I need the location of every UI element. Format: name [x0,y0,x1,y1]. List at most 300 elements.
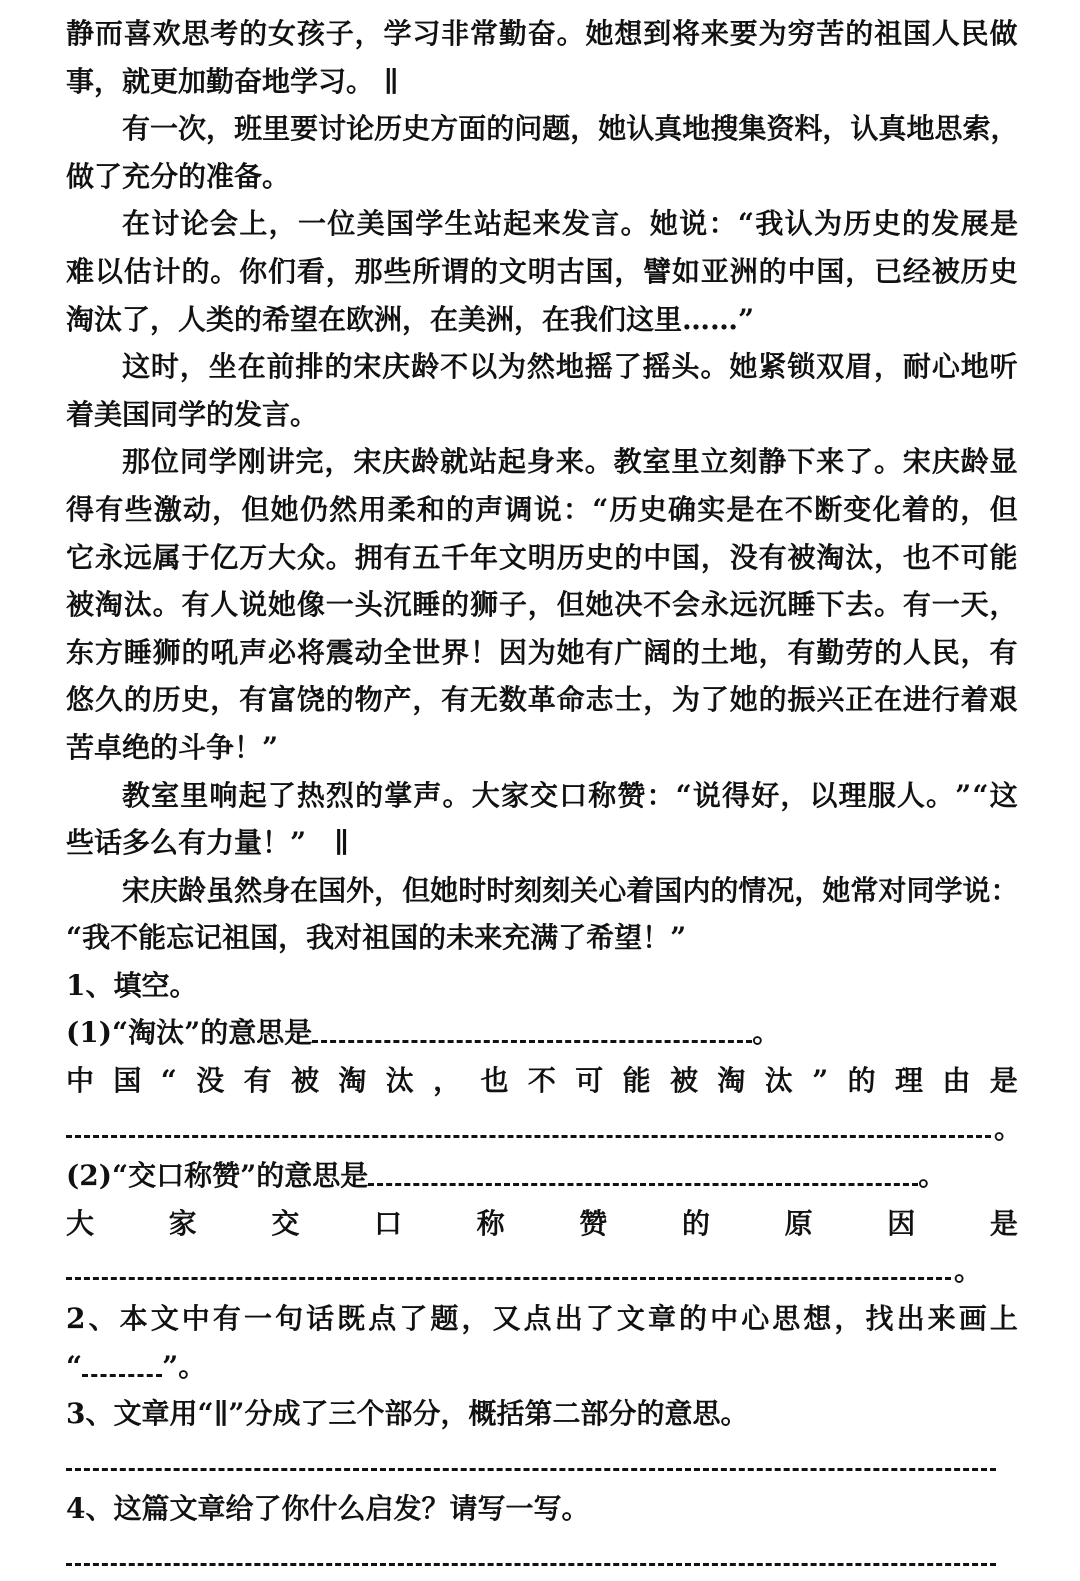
glyph: 被 [669,1064,698,1098]
glyph: 地 [555,350,584,384]
glyph: 她 [598,112,627,146]
glyph: 响 [209,778,238,812]
underline-sample [82,1360,162,1377]
glyph: ！ [470,635,499,669]
glyph: 汰 [764,1064,793,1098]
worksheet [66,10,1023,1581]
glyph: 一 [297,207,326,241]
glyph: 。 [325,540,354,574]
glyph: 史 [638,492,667,526]
glyph: ， [873,350,902,384]
glyph: 被 [290,1064,319,1098]
glyph: 要 [729,17,758,50]
glyph: 称 [588,778,617,812]
glyph: 的 [239,17,268,50]
glyph: 赞 [579,1206,608,1240]
glyph: 史 [989,254,1018,288]
glyph: 有 [383,540,412,574]
glyph: 时 [458,873,487,907]
question-2-cont [66,1343,1018,1391]
glyph: 断 [814,492,843,526]
glyph: 然 [234,873,263,907]
glyph: 也 [480,1064,509,1098]
glyph: 命 [556,683,585,717]
glyph: 了 [613,350,642,384]
glyph: 天 [960,588,989,622]
glyph: 的 [901,207,930,241]
glyph: 看 [296,254,325,288]
passage-line [66,248,1018,296]
glyph: 她 [729,350,758,384]
question-3: 3、文章用“∥”分成了三个部分，概括第二部分的意思。 [66,1397,749,1431]
glyph: ， [210,683,239,717]
glyph: 虽 [206,873,235,907]
glyph: 心 [741,1302,770,1336]
glyph: 来 [816,445,845,479]
glyph: 志 [585,683,614,717]
glyph: 了 [700,683,729,717]
answer-line-end: 。 [994,1111,1023,1145]
glyph: 起 [238,778,267,812]
glyph: 因 [887,1206,916,1240]
glyph: 她 [430,873,459,907]
glyph: 人 [210,588,239,622]
glyph: 不 [527,1064,556,1098]
glyph: 句 [275,1302,304,1336]
glyph: 我 [755,207,784,241]
glyph: 们 [268,254,297,288]
answer-line [66,1247,1018,1295]
glyph: 了 [845,445,874,479]
passage-line [66,534,1018,582]
glyph: 理 [894,1064,923,1098]
glyph: 然 [526,350,555,384]
glyph: 想 [803,1302,832,1336]
glyph: 有 [441,683,470,717]
glyph: 大 [268,540,297,574]
glyph: 万 [239,540,268,574]
answer-blank-1-1[interactable] [312,1026,752,1043]
glyph: 眉 [845,350,874,384]
glyph: 。 [442,778,471,812]
glyph: 它 [66,540,95,574]
glyph: 拥 [354,540,383,574]
glyph: 远 [729,588,758,622]
glyph: 好 [751,778,780,812]
glyph: 勤 [498,17,527,50]
glyph: 完 [295,445,324,479]
question-1-1-end: 。 [752,1016,781,1050]
glyph: 兴 [816,683,845,717]
glyph: ， [433,1064,462,1098]
glyph: ， [527,588,556,622]
glyph: 有 [181,588,210,622]
glyph: 睡 [787,588,816,622]
glyph: 世 [412,635,441,669]
glyph: 国 [318,873,347,907]
glyph: 沉 [383,588,412,622]
glyph: 室 [642,445,671,479]
glyph: 到 [643,17,672,50]
glyph: 永 [94,540,123,574]
glyph: 她 [649,207,678,241]
glyph: 士 [614,683,643,717]
glyph: 思 [934,112,963,146]
glyph: 讨 [151,207,180,241]
glyph: 常 [850,873,879,907]
answer-blank-4[interactable] [66,1563,996,1566]
glyph: 热 [296,778,325,812]
question-1-2-prompt: (2)“交口称赞”的意思是 [66,1159,369,1193]
glyph: 站 [473,207,502,241]
glyph: 计 [152,254,181,288]
glyph: 有 [239,683,268,717]
glyph: 着 [626,873,655,907]
glyph: 由 [942,1064,971,1098]
glyph: 的 [874,635,903,669]
glyph: 吼 [210,635,239,669]
glyph: 立 [700,445,729,479]
glyph: 中 [710,1302,739,1336]
glyph: 头 [671,350,700,384]
glyph: 学 [208,445,237,479]
glyph: 。 [152,588,181,622]
glyph: 中 [66,1064,95,1098]
glyph: 大 [471,778,500,812]
glyph: 的 [325,683,354,717]
glyph: 庆 [382,445,411,479]
glyph: 在 [755,492,784,526]
glyph: 交 [529,778,558,812]
glyph: 的 [845,17,874,50]
glyph: 龄 [960,445,989,479]
glyph: 汰 [385,1064,414,1098]
passage-line: 做了充分的准备。 [66,159,291,193]
glyph: 这 [122,350,151,384]
glyph: 情 [738,873,767,907]
glyph: ， [354,17,383,50]
glyph: 索 [962,112,991,146]
glyph: 认 [784,207,813,241]
glyph: 以 [809,778,838,812]
glyph: 的 [441,588,470,622]
glyph: 下 [787,445,816,479]
glyph: 展 [960,207,989,241]
glyph: 已 [874,254,903,288]
glyph: 习 [412,17,441,50]
glyph: 谓 [441,254,470,288]
glyph: 有 [585,635,614,669]
glyph: ， [570,112,599,146]
glyph: 2 [66,1302,86,1336]
glyph: 方 [94,635,123,669]
glyph: 室 [151,778,180,812]
glyph: 找 [865,1302,894,1336]
glyph: 刻 [514,873,543,907]
glyph: 用 [358,492,387,526]
glyph: 得 [722,778,751,812]
glyph: 美 [356,207,385,241]
glyph: 去 [845,588,874,622]
glyph: 富 [268,683,297,717]
answer-blank-3[interactable] [66,1468,996,1471]
glyph: 思 [181,17,210,50]
glyph: 时 [486,873,515,907]
glyph: 的 [355,778,384,812]
glyph: 来 [927,1302,956,1336]
glyph: 搜 [710,112,739,146]
glyph: 年 [470,540,499,574]
glyph: 劳 [845,635,874,669]
glyph: 的 [931,492,960,526]
question-1-1 [66,1009,1018,1057]
glyph: 题 [542,112,571,146]
passage-line: 着美国同学的发言。 [66,397,319,431]
glyph: 出 [896,1302,925,1336]
glyph: 历 [960,254,989,288]
question-2-close-quote: ”。 [162,1349,207,1383]
passage-line: “我不能忘记祖国，我对祖国的未来充满了希望！” [66,921,687,955]
glyph: 地 [682,112,711,146]
glyph: 沉 [758,588,787,622]
glyph: 震 [325,635,354,669]
glyph: ， [874,540,903,574]
glyph: 理 [838,778,867,812]
glyph: 龄 [411,350,440,384]
glyph: 她 [585,17,614,50]
glyph: 古 [556,254,585,288]
glyph: 里 [262,112,291,146]
glyph: 言 [591,207,620,241]
glyph: 艰 [989,683,1018,717]
glyph: 属 [152,540,181,574]
glyph: 国 [113,1064,142,1098]
passage-line [66,581,1018,629]
glyph: 方 [430,112,459,146]
glyph: 如 [672,254,701,288]
glyph: 不 [784,492,813,526]
glyph: 无 [470,683,499,717]
glyph: 不 [440,350,469,384]
glyph: 的 [758,254,787,288]
glyph: 淘 [94,588,123,622]
glyph: 为 [672,683,701,717]
glyph: 教 [613,445,642,479]
glyph: ， [990,112,1019,146]
glyph: 了 [585,1302,614,1336]
glyph: 的 [181,254,210,288]
glyph: 摇 [642,350,671,384]
glyph: 喜 [123,17,152,50]
glyph: ， [845,254,874,288]
glyph: 论 [346,112,375,146]
glyph: 也 [902,540,931,574]
glyph: 亿 [210,540,239,574]
glyph: 国 [654,873,683,907]
passage-line [66,105,1018,153]
glyph: ： [708,207,737,241]
passage-line: 苦卓绝的斗争！” [66,730,279,764]
glyph: 认 [850,112,879,146]
glyph: 的 [181,635,210,669]
glyph: 没 [729,540,758,574]
glyph: 宋 [353,445,382,479]
glyph: 的 [758,683,787,717]
glyph: ， [758,635,787,669]
glyph: ： [646,778,675,812]
glyph: 有 [989,635,1018,669]
glyph: 身 [526,445,555,479]
glyph: 被 [931,254,960,288]
glyph: 面 [458,112,487,146]
glyph: 你 [239,254,268,288]
answer-blank-1-2-reason[interactable] [66,1277,951,1280]
glyph: ， [960,635,989,669]
glyph: 明 [527,254,556,288]
glyph: 。 [874,588,903,622]
glyph: 显 [989,445,1018,479]
glyph: 难 [66,254,95,288]
glyph: 宋 [353,350,382,384]
passage-line: 淘汰了，人类的希望在欧洲，在美洲，在我们这里……” [66,302,755,336]
glyph: 原 [784,1206,813,1240]
glyph: 在 [237,350,266,384]
glyph: 被 [66,588,95,622]
glyph: 和 [416,492,445,526]
glyph: 考 [210,17,239,50]
glyph: 她 [268,588,297,622]
glyph: 做 [989,17,1018,50]
glyph: 的 [614,540,643,574]
glyph: ， [989,588,1018,622]
glyph: 界 [441,635,470,669]
glyph: ， [325,254,354,288]
glyph: 但 [989,492,1018,526]
glyph: 了 [267,778,296,812]
glyph: 她 [585,588,614,622]
glyph: 历 [556,540,585,574]
glyph: 发 [561,207,590,241]
glyph: 她 [270,492,299,526]
glyph: 料 [794,112,823,146]
glyph: 文 [498,254,527,288]
glyph: 有 [95,492,124,526]
glyph: ， [614,254,643,288]
glyph: ” [955,778,972,812]
answer-line [66,1533,1018,1581]
answer-line-end: 。 [954,1254,983,1288]
glyph: 悠 [66,683,95,717]
glyph: 学 [383,17,412,50]
glyph: 必 [268,635,297,669]
glyph: 有 [787,635,816,669]
glyph: 人 [896,778,925,812]
passage-line: 些话多么有力量！” ∥ [66,826,349,860]
glyph: 女 [268,17,297,50]
glyph: 前 [266,350,295,384]
glyph: 就 [440,445,469,479]
glyph: 文 [150,1302,179,1336]
glyph: 着 [901,492,930,526]
question-1-2-end: 。 [918,1159,947,1193]
glyph: 位 [327,207,356,241]
glyph: 睡 [412,588,441,622]
glyph: 有 [212,1302,241,1336]
passage-line [66,200,1018,248]
glyph: 些 [124,492,153,526]
glyph: 能 [622,1064,651,1098]
answer-blank-1-1-reason[interactable] [66,1135,991,1138]
glyph: 心 [931,350,960,384]
glyph: 为 [813,207,842,241]
glyph: 、 [88,1302,117,1336]
glyph: 广 [614,635,643,669]
glyph: 学 [415,207,444,241]
glyph: 动 [354,635,383,669]
question-2-open-quote: “ [66,1349,83,1383]
glyph: 的 [672,635,701,669]
glyph: 称 [476,1206,505,1240]
glyph: 文 [498,540,527,574]
glyph: 况 [766,873,795,907]
glyph: 里 [180,778,209,812]
glyph: 人 [931,17,960,50]
glyph: 土 [700,635,729,669]
glyph: 内 [682,873,711,907]
glyph: 譬 [643,254,672,288]
answer-blank-1-2[interactable] [368,1169,918,1186]
glyph: 勤 [816,635,845,669]
glyph: 柔 [387,492,416,526]
glyph: 烈 [325,778,354,812]
glyph: 估 [123,254,152,288]
glyph: 史 [402,112,431,146]
glyph: 想 [614,17,643,50]
glyph: 声 [239,635,268,669]
glyph: 历 [152,683,181,717]
glyph: 来 [532,207,561,241]
glyph: 中 [181,1302,210,1336]
glyph: 调 [504,492,533,526]
glyph: 千 [441,540,470,574]
glyph: 双 [816,350,845,384]
glyph: 同 [179,445,208,479]
glyph: 确 [668,492,697,526]
glyph: 赞 [617,778,646,812]
glyph: 说 [679,207,708,241]
glyph: 远 [123,540,152,574]
glyph: 大 [66,1206,95,1240]
glyph: 口 [373,1206,402,1240]
glyph: 为 [527,635,556,669]
glyph: ， [206,112,235,146]
glyph: 她 [556,635,585,669]
glyph: 但 [556,588,585,622]
question-1-title: 1、填空。 [66,968,198,1002]
glyph: 一 [931,588,960,622]
glyph: 物 [354,683,383,717]
glyph: 是 [726,492,755,526]
glyph: 会 [672,588,701,622]
glyph: 没 [196,1064,225,1098]
glyph: 国 [385,207,414,241]
glyph: “ [972,778,989,812]
glyph: 身 [262,873,291,907]
glyph: 声 [413,778,442,812]
glyph: 点 [368,1302,397,1336]
glyph: 有 [122,112,151,146]
glyph: “ [592,492,609,526]
